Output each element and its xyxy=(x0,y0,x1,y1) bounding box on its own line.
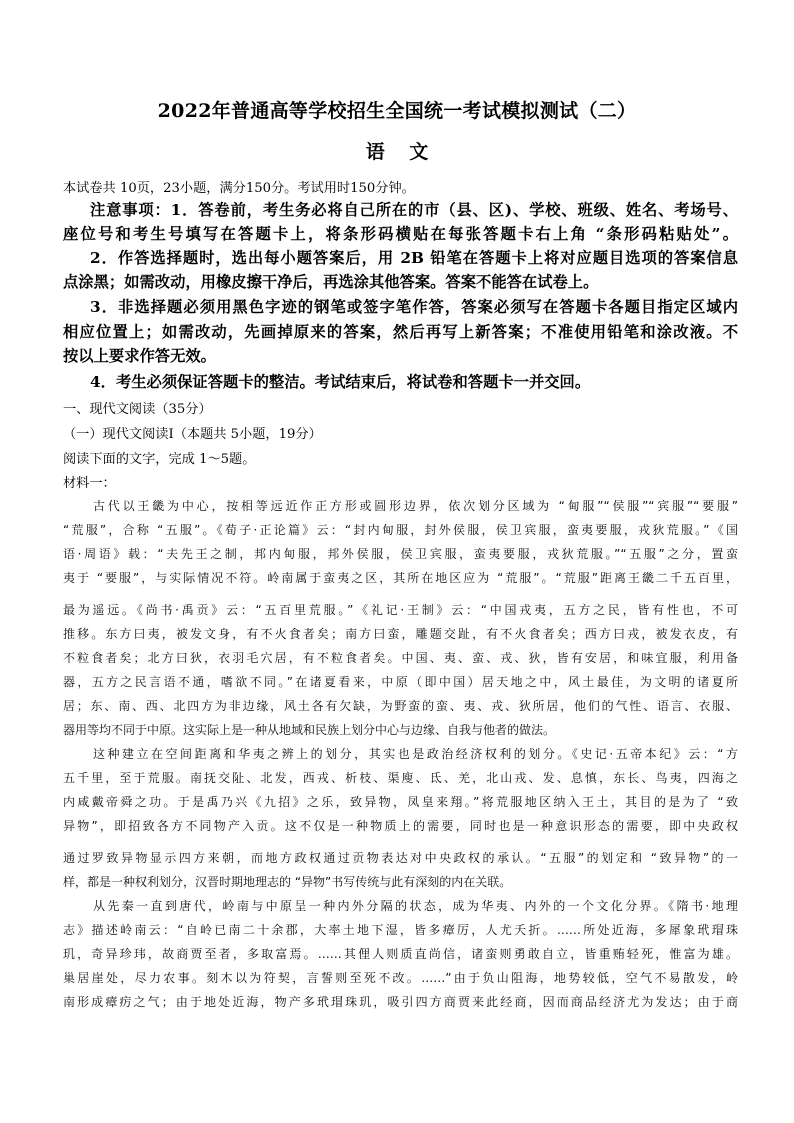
exam-intro: 本试卷共 10页，23小题，满分150分。考试用时150分钟。 xyxy=(63,181,415,196)
passage-line: 玑，奇异珍玮，故商贾至者，多取富焉。……其俚人则质直尚信，诸蛮则勇敢自立，皆重贿轻死，惟富为雄。 xyxy=(63,947,738,961)
notice-line: 相应位置上；如需改动，先画掉原来的答案，然后再写上新答案；不准使用铅笔和涂改液。不 xyxy=(63,323,738,341)
passage-line: 夷于 “要服”，与实际情况不符。岭南属于蛮夷之区，其所在地区应为 “荒服”。“荒服”距离王畿二千五百里， xyxy=(63,571,738,585)
passage-line: 古代以王畿为中心，按相等远近作正方形或圆形边界，依次划分区域为 “甸服”“侯服”“宾服”“要服” xyxy=(93,499,738,513)
notice-line: 3．非选择题必须用黑色字迹的钢笔或签字笔作答，答案必须写在答题卡各题目指定区域内 xyxy=(90,298,738,316)
passage-line: 器，五方之民言语不通，嗜欲不同。”在诸夏看来，中原（即中国）居天地之中，风土最佳，为文明的诸夏所 xyxy=(63,675,738,689)
passage-line: 器用等均不同于中原。这实际上是一种从地域和民族上划分中心与边缘、自我与他者的做法。 xyxy=(63,723,556,737)
material-label: 材料一： xyxy=(63,476,116,491)
passage-line: 样，都是一种权利划分，汉晋时期地理志的 “异物”书写传统与此有深刻的内在关联。 xyxy=(63,875,512,889)
passage-line: 南形成瘴疠之气；由于地处近海，物产多玳瑁珠玑，吸引四方商贾来此经商，因而商品经济尤为发达；由于商 xyxy=(63,995,738,1009)
subsection-heading: （一）现代文阅读Ⅰ（本题共 5小题，19分） xyxy=(63,427,322,442)
passage-line: 从先秦一直到唐代，岭南与中原呈一种内外分隔的状态，成为华夷、内外的一个文化分界。《隋书·地理 xyxy=(93,899,738,913)
notice-line: 2．作答选择题时，选出每小题答案后，用 2B 铅笔在答题卡上将对应题目选项的答案信息 xyxy=(90,249,738,267)
passage-line: 推移。东方曰夷，被发文身，有不火食者矣；南方曰蛮，雕题交趾，有不火食者矣；西方曰戎，被发衣皮，有 xyxy=(63,627,738,641)
notice-line: 座位号和考生号填写在答题卡上，将条形码横贴在每张答题卡右上角 “条形码粘贴处”。 xyxy=(63,225,738,243)
passage-line: “荒服”，合称 “五服”。《荀子·正论篇》云：“封内甸服，封外侯服，侯卫宾服，蛮夷要服，戎狄荒服。”《国 xyxy=(63,523,738,537)
notice-line: 注意事项：1．答卷前，考生务必将自己所在的市（县、区)、学校、班级、姓名、考场号、 xyxy=(90,201,738,219)
passage-line: 巢居崖处，尽力农事。刻木以为符契，言誓则至死不改。……”由于负山阻海，地势较低，空气不易散发，岭 xyxy=(63,971,738,985)
passage-line: 最为遥远。《尚书·禹贡》云：“五百里荒服。”《礼记·王制》云：“中国戎夷，五方之民，皆有性也，不可 xyxy=(63,603,738,617)
passage-line: 不粒食者矣；北方曰狄，衣羽毛穴居，有不粒食者矣。中国、夷、蛮、戎、狄，皆有安居，和味宜服，利用备 xyxy=(63,651,738,665)
notice-line: 4．考生必须保证答题卡的整洁。考试结束后，将试卷和答题卡一并交回。 xyxy=(90,373,591,391)
passage-line: 五千里，至于荒服。南抚交阯、北发，西戎、析枝、渠廋、氐、羌，北山戎、发、息慎，东长、鸟夷，四海之 xyxy=(63,771,738,785)
passage-line: 通过罗致异物显示四方来朝，而地方政权通过贡物表达对中央政权的承认。“五服”的划定和 “致异物”的一 xyxy=(63,851,738,865)
passage-line: 志》描述岭南云：“自岭已南二十余郡，大率土地下湿，皆多瘴厉，人尤夭折。……所处近海，多犀象玳瑁珠 xyxy=(63,923,738,937)
notice-line: 点涂黑；如需改动，用橡皮擦干净后，再选涂其他答案。答案不能答在试卷上。 xyxy=(63,273,599,291)
section-heading: 一、现代文阅读（35分） xyxy=(63,402,212,417)
passage-line: 语·周语》载：“夫先王之制，邦内甸服，邦外侯服，侯卫宾服，蛮夷要服，戎狄荒服。”“五服”之分，置蛮 xyxy=(63,547,738,561)
notice-line: 按以上要求作答无效。 xyxy=(63,347,216,365)
subject-title: 语 文 xyxy=(365,141,429,163)
passage-line: 居；东、南、西、北四方为非边缘，风土各有欠缺，为野蛮的蛮、夷、戎、狄所居，他们的气性、语言、衣服、 xyxy=(63,699,738,713)
passage-line: 异物”，即招致各方不同物产入贡。这不仅是一种物质上的需要，同时也是一种意识形态的需要，即中央政权 xyxy=(63,819,738,833)
exam-title: 2022年普通高等学校招生全国统一考试模拟测试（二） xyxy=(157,100,637,122)
passage-line: 内咸戴帝舜之功。于是禹乃兴《九招》之乐，致异物，凤皇来翔。”将荒服地区纳入王土，其目的是为了 “致 xyxy=(63,795,738,809)
passage-line: 这种建立在空间距离和华夷之辨上的划分，其实也是政治经济权利的划分。《史记·五帝本纪》云：“方 xyxy=(93,747,738,761)
reading-instruction: 阅读下面的文字，完成 1～5题。 xyxy=(63,452,256,467)
